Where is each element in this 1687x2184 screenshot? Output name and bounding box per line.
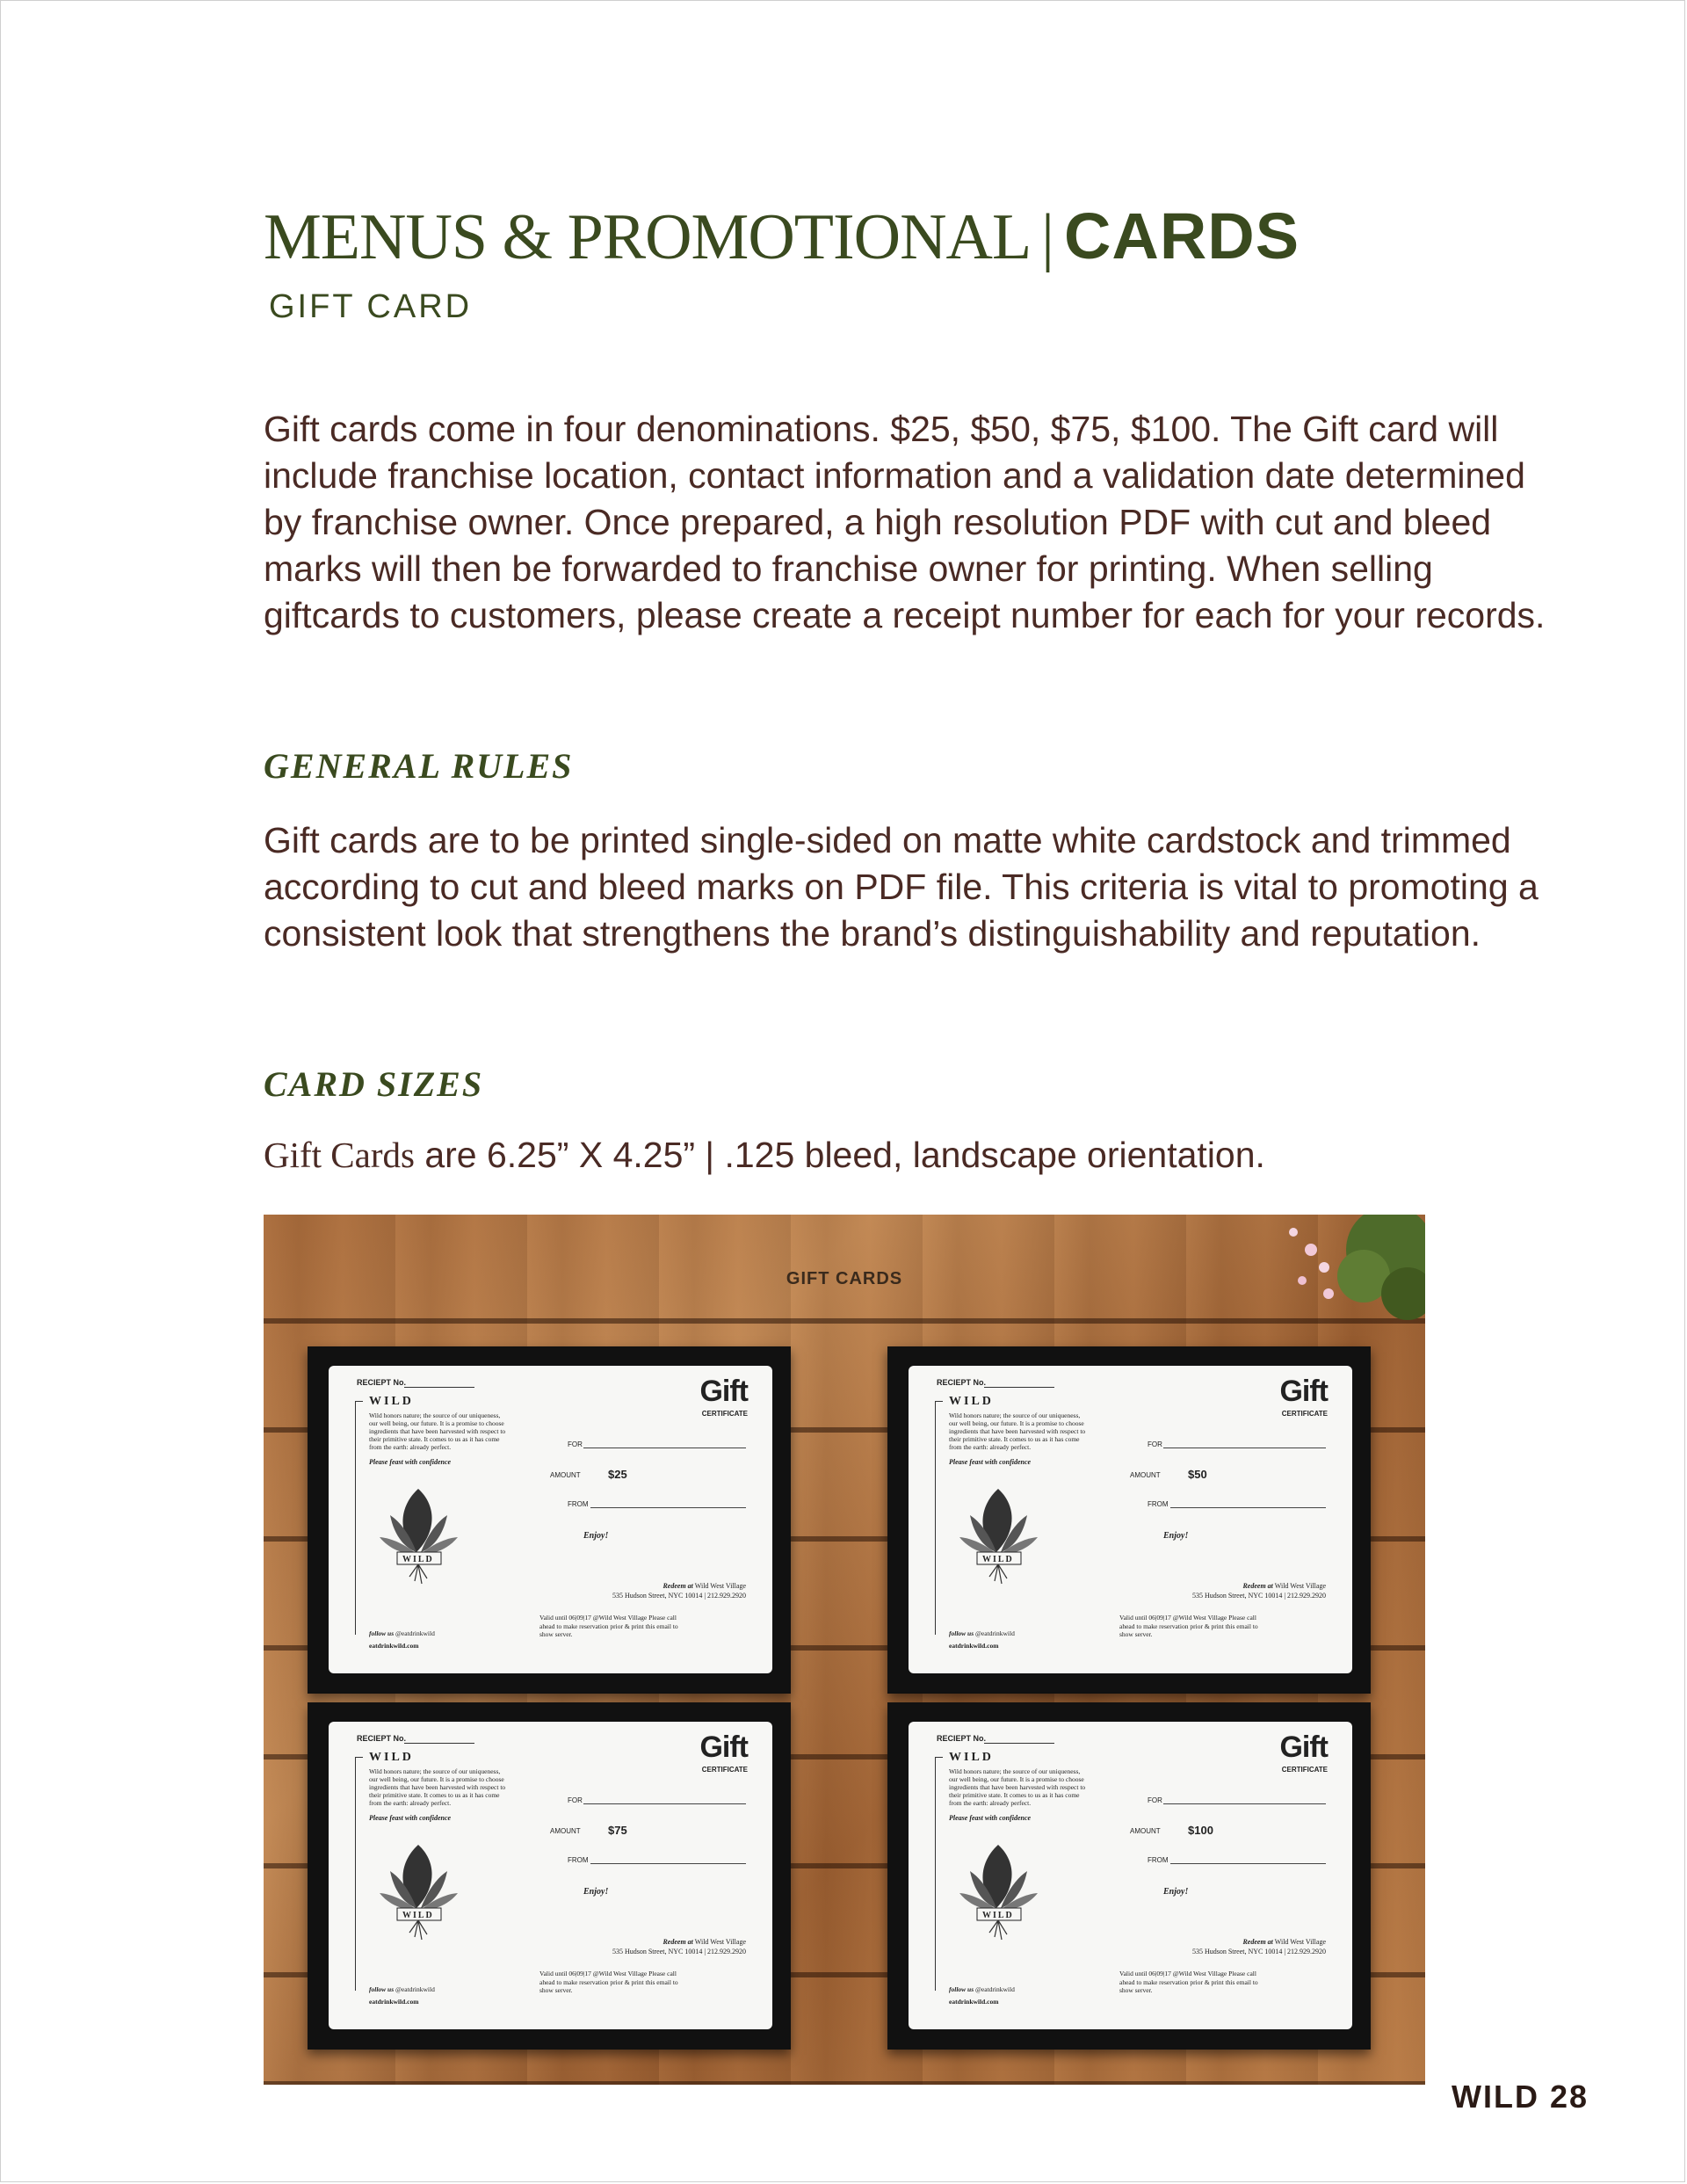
card-about: Wild honors nature; the source of our uniqueness, our well being, our future. It is a promise to choose ingredients that have been harvested with respect to their primitive state. It comes to us as it has come from the earth: already perfect. xyxy=(949,1411,1086,1451)
card-about: Wild honors nature; the source of our uniqueness, our well being, our future. It is a promise to choose ingredients that have been harvested with respect to their primitive state. It comes to us as it has come from the earth: already perfect. xyxy=(949,1767,1086,1807)
redeem-location: Wild West Village xyxy=(1272,1938,1326,1946)
redeem-prefix: Redeem at xyxy=(1242,1938,1273,1946)
valid-text: Valid until 06|09|17 @Wild West Village Please call ahead to make reservation prior & print this email to show server. xyxy=(539,1970,678,1994)
from-label: FROM xyxy=(568,1856,589,1864)
for-label: FOR xyxy=(568,1440,583,1448)
redeem-location: Wild West Village xyxy=(692,1938,746,1946)
redeem-prefix: Redeem at xyxy=(1242,1582,1273,1590)
page-number: WILD 28 xyxy=(1451,2079,1589,2115)
card-brand: WILD xyxy=(949,1751,994,1764)
card-bracket xyxy=(935,1757,943,1991)
amount-value: $100 xyxy=(1188,1824,1213,1837)
card-sizes-heading: CARD SIZES xyxy=(264,1064,484,1104)
amount-value: $50 xyxy=(1188,1468,1207,1481)
wild-plant-logo-icon xyxy=(373,1827,465,1950)
page-subtitle: GIFT CARD xyxy=(269,288,473,325)
title-bold: CARDS xyxy=(1063,200,1300,272)
valid-text: Valid until 06|09|17 @Wild West Village Please call ahead to make reservation prior & print this email to show server. xyxy=(539,1614,678,1638)
card-brand: WILD xyxy=(369,1395,414,1408)
photo-label: GIFT CARDS xyxy=(786,1269,903,1288)
receipt-line xyxy=(984,1743,1054,1744)
card-about: Wild honors nature; the source of our uniqueness, our well being, our future. It is a promise to choose ingredients that have been harvested with respect to their primitive state. It comes to us as it has come from the earth: already perfect. xyxy=(369,1411,506,1451)
for-label: FOR xyxy=(568,1796,583,1804)
gift-title: Gift xyxy=(1279,1731,1328,1764)
card-feast: Please feast with confidence xyxy=(949,1814,1032,1822)
enjoy-text: Enjoy! xyxy=(583,1531,609,1541)
follow-prefix: follow us xyxy=(369,1629,395,1637)
gift-title: Gift xyxy=(1279,1375,1328,1408)
gift-card xyxy=(329,1722,772,2029)
redeem-location: Wild West Village xyxy=(1272,1582,1326,1590)
gift-title: Gift xyxy=(699,1375,748,1408)
card-feast: Please feast with confidence xyxy=(369,1458,452,1466)
card-bracket xyxy=(355,1401,363,1635)
follow-handle: @eatdrinkwild xyxy=(394,1629,435,1637)
amount-label: AMOUNT xyxy=(1130,1827,1161,1835)
intro-paragraph: Gift cards come in four denominations. $25, $50, $75, $100. The Gift card will include franchise location, contact information and a validation date determined by franchise owner. Once prepared, a high resolution PDF with cut and bleed marks will then be forwarded to franchise owner for printing. When selling giftcards to customers, please create a receipt number for each for your records. xyxy=(264,409,1546,635)
gift-card xyxy=(909,1366,1352,1673)
general-rules-paragraph: Gift cards are to be printed single-sided on matte white cardstock and trimmed according to cut and bleed marks on PDF file. This criteria is vital to promoting a consistent look that strengthens the brand’s distinguishability and reputation. xyxy=(264,820,1539,954)
follow-handle: @eatdrinkwild xyxy=(974,1629,1015,1637)
website: eatdrinkwild.com xyxy=(369,1642,419,1650)
follow-prefix: follow us xyxy=(949,1985,974,1993)
gift-card-mat xyxy=(308,1702,791,2050)
from-label: FROM xyxy=(568,1500,589,1508)
enjoy-text: Enjoy! xyxy=(1163,1531,1189,1541)
title-separator: | xyxy=(1041,201,1053,273)
from-line xyxy=(1170,1507,1326,1508)
redeem-address: 535 Hudson Street, NYC 10014 | 212.929.2920 xyxy=(1191,1592,1326,1600)
card-about: Wild honors nature; the source of our uniqueness, our well being, our future. It is a promise to choose ingredients that have been harvested with respect to their primitive state. It comes to us as it has come from the earth: already perfect. xyxy=(369,1767,506,1807)
from-label: FROM xyxy=(1148,1500,1169,1508)
amount-value: $25 xyxy=(608,1468,627,1481)
for-line xyxy=(583,1803,746,1804)
for-label: FOR xyxy=(1148,1796,1162,1804)
redeem-text xyxy=(612,1937,746,1956)
card-bracket xyxy=(935,1401,943,1635)
redeem-address: 535 Hudson Street, NYC 10014 | 212.929.2920 xyxy=(1191,1948,1326,1955)
from-line xyxy=(1170,1863,1326,1864)
for-line xyxy=(1163,1803,1326,1804)
gift-card-mat xyxy=(308,1346,791,1694)
wild-plant-logo-icon xyxy=(373,1471,465,1594)
gift-cards-photo xyxy=(264,1215,1425,2085)
from-line xyxy=(590,1507,746,1508)
redeem-text xyxy=(1192,1581,1326,1600)
redeem-location: Wild West Village xyxy=(692,1582,746,1590)
redeem-prefix: Redeem at xyxy=(662,1582,693,1590)
enjoy-text: Enjoy! xyxy=(583,1887,609,1897)
card-sizes-serif: Gift Cards xyxy=(264,1135,415,1175)
receipt-line xyxy=(404,1743,474,1744)
gift-title: Gift xyxy=(699,1731,748,1764)
logo-wordmark: WILD xyxy=(402,1911,434,1920)
logo-wordmark: WILD xyxy=(982,1911,1014,1920)
wild-plant-logo-icon xyxy=(952,1471,1045,1594)
valid-text: Valid until 06|09|17 @Wild West Village Please call ahead to make reservation prior & print this email to show server. xyxy=(1119,1970,1258,1994)
gift-card xyxy=(909,1722,1352,2029)
enjoy-text: Enjoy! xyxy=(1163,1887,1189,1897)
follow-prefix: follow us xyxy=(369,1985,395,1993)
follow-handle: @eatdrinkwild xyxy=(974,1985,1015,1993)
amount-label: AMOUNT xyxy=(550,1827,581,1835)
card-sizes-text xyxy=(264,1134,1265,1176)
follow-text xyxy=(369,1985,435,1993)
redeem-address: 535 Hudson Street, NYC 10014 | 212.929.2920 xyxy=(612,1948,746,1955)
logo-wordmark: WILD xyxy=(982,1555,1014,1564)
follow-text xyxy=(949,1629,1015,1637)
wild-plant-logo-icon xyxy=(952,1827,1045,1950)
redeem-text xyxy=(612,1581,746,1600)
certificate-label: CERTIFICATE xyxy=(701,1766,748,1774)
website: eatdrinkwild.com xyxy=(949,1998,999,2006)
redeem-text xyxy=(1192,1937,1326,1956)
receipt-label: RECIEPT No. xyxy=(937,1378,987,1387)
from-line xyxy=(590,1863,746,1864)
card-bracket xyxy=(355,1757,363,1991)
valid-text: Valid until 06|09|17 @Wild West Village Please call ahead to make reservation prior & print this email to show server. xyxy=(1119,1614,1258,1638)
card-brand: WILD xyxy=(949,1395,994,1408)
card-brand: WILD xyxy=(369,1751,414,1764)
receipt-label: RECIEPT No. xyxy=(357,1378,407,1387)
amount-label: AMOUNT xyxy=(1130,1471,1161,1479)
amount-label: AMOUNT xyxy=(550,1471,581,1479)
redeem-address: 535 Hudson Street, NYC 10014 | 212.929.2920 xyxy=(612,1592,746,1600)
gift-card-mat xyxy=(887,1346,1371,1694)
receipt-line xyxy=(404,1387,474,1388)
certificate-label: CERTIFICATE xyxy=(1281,1766,1328,1774)
for-label: FOR xyxy=(1148,1440,1162,1448)
gift-card-mat xyxy=(887,1702,1371,2050)
website: eatdrinkwild.com xyxy=(369,1998,419,2006)
follow-handle: @eatdrinkwild xyxy=(394,1985,435,1993)
plant-icon xyxy=(1276,1215,1425,1346)
page-title xyxy=(264,199,1300,275)
website: eatdrinkwild.com xyxy=(949,1642,999,1650)
card-feast: Please feast with confidence xyxy=(949,1458,1032,1466)
gift-card xyxy=(329,1366,772,1673)
follow-text xyxy=(949,1985,1015,1993)
redeem-prefix: Redeem at xyxy=(662,1938,693,1946)
general-rules-heading: GENERAL RULES xyxy=(264,746,574,786)
logo-wordmark: WILD xyxy=(402,1555,434,1564)
from-label: FROM xyxy=(1148,1856,1169,1864)
certificate-label: CERTIFICATE xyxy=(1281,1410,1328,1418)
receipt-label: RECIEPT No. xyxy=(937,1734,987,1743)
follow-prefix: follow us xyxy=(949,1629,974,1637)
receipt-label: RECIEPT No. xyxy=(357,1734,407,1743)
certificate-label: CERTIFICATE xyxy=(701,1410,748,1418)
follow-text xyxy=(369,1629,435,1637)
receipt-line xyxy=(984,1387,1054,1388)
card-sizes-rest: are 6.25” X 4.25” | .125 bleed, landscape orientation. xyxy=(414,1135,1265,1175)
card-feast: Please feast with confidence xyxy=(369,1814,452,1822)
amount-value: $75 xyxy=(608,1824,627,1837)
title-main: MENUS & PROMOTIONAL xyxy=(264,201,1032,273)
